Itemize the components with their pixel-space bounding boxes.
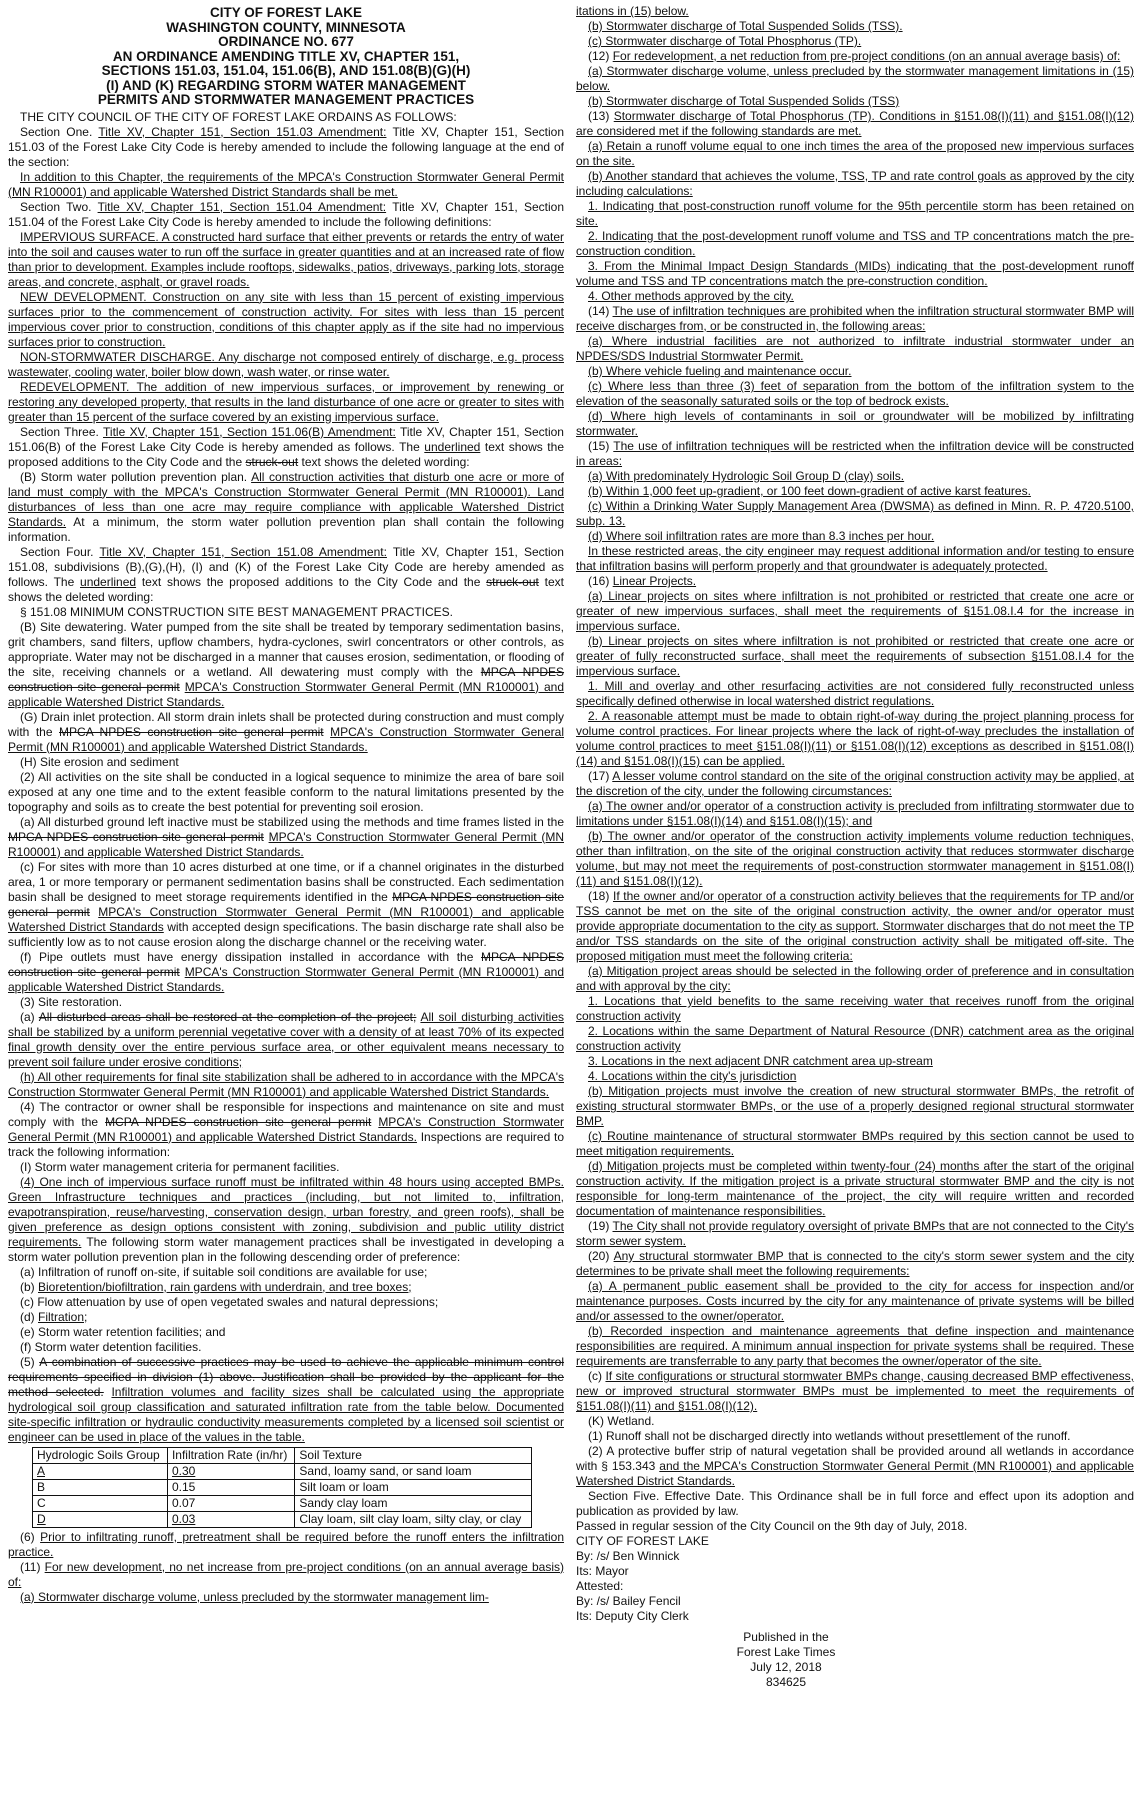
added-text: All soil disturbing activities shall be stabilized by a uniform perennial vegetative cover with a density of at least 70% of its expected final growth density over the entire pervious surface area, or other equivalent means necessary to prevent soil failure under erosive conditions; [8,1009,565,1069]
list-item [8,1280,564,1295]
paragraph-i-16 [576,574,1134,589]
attested-label: Attested: [576,1579,624,1593]
passed-statement: Passed in regular session of the City Council on the 9th day of July, 2018. [576,1519,968,1533]
list-item: 4. Locations within the city's jurisdiction [588,1069,797,1083]
publication-newspaper: Forest Lake Times [736,1645,836,1659]
heading-title-line: PERMITS AND STORMWATER MANAGEMENT PRACTICES [97,92,475,107]
struck-word: struck-out [245,454,299,469]
struck-text: MPCA NPDES construction site general permit [8,664,565,694]
list-item: (b) Recorded inspection and maintenance agreements that define inspection and maintenance responsibilities are required. A minimum annual inspection for private systems shall be required. These requirements are transferrable to any party that becomes the owner/operator of the site. [576,1324,1134,1368]
list-item: (c) Routine maintenance of structural stormwater BMPs required by this section cannot be used to meet mitigation requirements. [576,1129,1134,1158]
struck-text: MPCA NPDES construction site general permit [8,889,564,919]
right-column [576,4,1134,1690]
struck-text: All disturbed areas shall be restored at the completion of the project; [38,1009,417,1024]
list-marker: (5) [20,1354,40,1369]
underlined-word: underlined [424,439,481,454]
continued-text: itations in (15) below. [576,4,689,18]
section-three [8,425,564,470]
column-header: Infiltration Rate (in/hr) [167,1447,294,1463]
list-marker: (14) [588,304,613,318]
paragraph-text: At a minimum, the storm water pollution prevention plan shall contain the following information. [8,514,564,544]
list-item: (b) Another standard that achieves the volume, TSS, TP and rate control goals as approved by the city including calculations: [576,169,1134,198]
section-amendment-title: Title XV, Chapter 151, Section 151.04 Amendment: [97,199,387,214]
soil-texture-cell: Silt loam or loam [295,1479,532,1495]
section-text: text shows the deleted wording: [8,574,564,604]
list-item: (a) A permanent public easement shall be provided to the city for access for inspection and/or maintenance purposes. Costs incurred by the city for any maintenance of private systems will be billed and/or assessed to the owner/operator. [576,1279,1134,1323]
list-marker: (d) [20,1309,38,1324]
soil-group-cell: B [33,1479,168,1495]
section-text: Title XV, Chapter 151, Section 151.03 of the Forest Lake City Code is hereby amended to include the following language at the end of the section: [8,124,564,169]
paragraph-h-2-c [8,860,564,950]
column-header: Soil Texture [295,1447,532,1463]
paragraph-h-heading: (H) Site erosion and sediment [20,754,179,769]
list-item: (b) Mitigation projects must involve the creation of new structural stormwater BMPs, the retrofit of existing structural stormwater BMPs, or the use of a properly designed regional structural stormwater BMP. [576,1084,1134,1128]
paragraph-i-4 [8,1175,564,1265]
underlined-word: underlined [80,574,137,589]
paragraph-text: (B) Site dewatering. Water pumped from the site shall be treated by temporary sedimentation basins, grit chambers, sand filters, upflow chambers, hydra-cyclones, swirl concentrators or other controls, as appropriate. Water may not be discharged in a manner that causes erosion, sedimentation, or flooding of the site, receiving channels or a wetland. All dewatering must comply with the [8,619,564,679]
added-text: MPCA's Construction Stormwater General Permit (MN R100001) and applicable Watershed District Standards. [8,829,564,859]
heading-county: WASHINGTON COUNTY, MINNESOTA [166,19,406,35]
infiltration-rate-cell: 0.15 [167,1479,294,1495]
section-text: text shows the deleted wording: [298,454,470,469]
paragraph-text: (2) A protective buffer strip of natural vegetation shall be provided around all wetlands in accordance with § 153.343 [576,1444,1134,1473]
section-text: Title XV, Chapter 151, Section 151.08, subdivisions (B),(G),(H), (I) and (K) of the Forest Lake City Code are hereby amended as follows. The [8,544,564,589]
publication-id: 834625 [765,1675,807,1689]
paragraph-h-2-f [8,950,564,995]
struck-text: MPCA NPDES construction site general permit [59,724,324,739]
list-marker: (20) [588,1249,614,1263]
section-text: Title XV, Chapter 151, Section 151.04 of the Forest Lake City Code is hereby amended to include the following definitions: [8,199,564,229]
paragraph-i-14 [576,304,1134,334]
struck-text: MPCA NPDES construction site general permit [8,829,264,844]
list-item: (a) Where industrial facilities are not authorized to infiltrate industrial stormwater under an NPDES/SDS Industrial Stormwater Permit. [576,334,1134,363]
heading-title-line: (I) AND (K) REGARDING STORM WATER MANAGEMENT [106,77,466,93]
section-label: Section Four. [20,544,100,559]
paragraph-i-5 [8,1355,564,1445]
list-item: 1. Indicating that post-construction runoff volume for the 95th percentile storm has been retained on site. [576,199,1134,228]
list-marker: (16) [588,574,613,588]
publication-date: July 12, 2018 [750,1660,822,1674]
restricted-areas-note: In these restricted areas, the city engineer may request additional information and/or testing to ensure that infiltration basins will perform properly and that groundwater is adequately protected. [576,544,1134,573]
section-one [8,125,564,170]
added-text: Any structural stormwater BMP that is connected to the city's storm sewer system and the city determines to be private shall meet the following requirements: [576,1249,1134,1278]
list-item: (c) Within a Drinking Water Supply Management Area (DWSMA) as defined in Minn. R. P. 4720.5100, subp. 13. [576,499,1134,528]
publication-line: Published in the [743,1630,829,1644]
table-row [33,1511,532,1527]
added-text: A lesser volume control standard on the site of the original construction activity may be applied, at the discretion of the city, under the following circumstances: [576,769,1134,798]
list-item [576,1369,1134,1414]
paragraph-k-2 [576,1444,1134,1489]
list-item: (a) Stormwater discharge volume, unless precluded by the stormwater management limitations in (15) below. [576,64,1134,93]
added-text: For redevelopment, a net reduction from pre-project conditions (on an annual average basis) of: [612,49,1121,63]
paragraph-h-4 [8,1100,564,1160]
infiltration-rate-cell: 0.03 [167,1511,294,1527]
added-text: Bioretention/biofiltration, rain gardens with underdrain, and tree boxes; [38,1279,412,1294]
added-text: (4) One inch of impervious surface runoff must be infiltrated within 48 hours using accepted BMPs. Green Infrastructure techniques and practices (including, but not limited to, infiltration, evapotranspiration, reuse/harvesting, conservation design, urban forestry, and green roofs), shall be given preference as design options consistent with zoning, subdivision and public utility district requirements. [8,1174,564,1249]
added-text: Filtration; [38,1309,88,1324]
list-item: (d) Where soil infiltration rates are more than 8.3 inches per hour. [588,529,935,543]
list-marker: (17) [588,769,613,783]
paragraph-text: (c) For sites with more than 10 acres disturbed at one time, or if a channel originates in the disturbed area, 1 or more temporary or permanent sedimentation basins shall be constructed. Each sedimentation basin shall be designed to meet storage requirements identified in the [8,859,564,904]
soil-texture-cell: Sand, loamy sand, or sand loam [295,1463,532,1479]
infiltration-rate-cell: 0.07 [167,1495,294,1511]
paragraph-text: (f) Pipe outlets must have energy dissipation installed in accordance with the [20,949,482,964]
section-label: Section Three. [20,424,104,439]
added-text: MPCA's Construction Stormwater General Permit (MN R100001) and applicable Watershed District Standards. [8,964,564,994]
added-text: MPCA's Construction Stormwater General Permit (MN R100001) and applicable Watershed District Standards. [8,679,564,709]
list-item: 1. Mill and overlay and other resurfacing activities are not considered fully reconstructed unless specifically defined otherwise in local watershed district regulations. [576,679,1134,708]
table-header-row [33,1447,532,1463]
paragraph-i-17 [576,769,1134,799]
list-item: (c) Where less than three (3) feet of separation from the bottom of the infiltration system to the elevation of the seasonally saturated soils or the top of bedrock exists. [576,379,1134,408]
list-item: 3. From the Minimal Impact Design Standards (MIDs) indicating that the post-development runoff volume and TSS and TP concentrations match the pre-construction condition. [576,259,1134,288]
added-text: The City shall not provide regulatory oversight of private BMPs that are not connected to the City's storm sewer system. [576,1219,1134,1248]
list-item: 1. Locations that yield benefits to the same receiving water that receives runoff from the original construction activity [576,994,1134,1023]
list-item: (c) Stormwater discharge of Total Phosphorus (TP). [588,34,862,48]
paragraph-i-11 [8,1560,564,1590]
paragraph-i-20 [576,1249,1134,1279]
struck-text: MCPA NPDES construction site general permit [105,1114,372,1129]
list-item: 4. Other methods approved by the city. [588,289,794,303]
list-item: (e) Storm water retention facilities; and [20,1324,226,1339]
added-text: Infiltration volumes and facility sizes shall be calculated using the appropriate hydrological soil group classification and saturated infiltration rate from the table below. Documented site-specific infiltration or hydraulic conductivity measurements completed by a licensed soil scientist or engineer can be used in place of the values in the table. [8,1384,565,1444]
heading-title-line: SECTIONS 151.03, 151.04, 151.06(B), AND 151.08(B)(G)(H) [101,63,471,78]
list-marker: (c) [588,1369,606,1383]
paragraph-i-15 [576,439,1134,469]
paragraph-text: The following storm water management practices shall be investigated in developing a storm water pollution prevention plan in the following descending order of preference: [8,1234,564,1264]
added-text: The use of infiltration techniques will be restricted when the infiltration device will be constructed in areas: [576,439,1134,468]
section-five: Section Five. Effective Date. This Ordinance shall be in full force and effect upon its adoption and publication as provided by law. [576,1489,1134,1518]
list-item: (b) The owner and/or operator of the construction activity implements volume reduction techniques, other than infiltration, on the site of the original construction activity that reduces stormwater discharge volume, but may not meet the requirements of post-construction stormwater management in §151.08(I)(11) and §151.08(I)(12). [576,829,1134,888]
added-text: and the MPCA's Construction Stormwater General Permit (MN R100001) and applicable Watershed District Standards. [576,1459,1134,1488]
list-item: 2. Locations within the same Department of Natural Resource (DNR) catchment area as the original construction activity [576,1024,1134,1053]
table-row [33,1479,532,1495]
list-item: 2. Indicating that the post-development runoff volume and TSS and TP concentrations match the pre-construction condition. [576,229,1134,258]
paragraph-h-2: (2) All activities on the site shall be conducted in a logical sequence to minimize the area of bare soil exposed at any one time and to the extent feasible conform to the natural limitations presented by the topography and soils as to create the best potential for preventing soil erosion. [8,769,564,814]
added-text: MPCA's Construction Stormwater General Permit (MN R100001) and applicable Watershed District Standards. [8,1114,564,1144]
list-item: (a) Retain a runoff volume equal to one inch times the area of the proposed new impervious surfaces on the site. [576,139,1134,168]
section-text: Title XV, Chapter 151, Section 151.06(B) of the Forest Lake City Code is hereby amended as follows. The [8,424,564,454]
paragraph-b-swppp [8,470,564,545]
list-item: 2. A reasonable attempt must be made to obtain right-of-way during the project planning process for volume control practices. For linear projects where the lack of right-of-way precludes the installation of volume control practices to meet §151.08(I)(11) or §151.08(I)(12) exceptions as described in §151.08(I)(14) and §151.08(I)(15) can be applied. [576,709,1134,768]
list-item: (a) Linear projects on sites where infiltration is not prohibited or restricted that create one acre or greater of new impervious surfaces, shall meet the requirements of §151.08.I.4 for the increase in impervious surface. [576,589,1134,633]
paragraph-text: (4) The contractor or owner shall be responsible for inspections and maintenance on site and must comply with the [8,1099,564,1129]
list-item: (c) Flow attenuation by use of open vegetated swales and natural depressions; [20,1294,439,1309]
left-column [8,4,564,1605]
list-item: (a) With predominately Hydrologic Soil Group D (clay) soils. [588,469,905,483]
paragraph-text: (a) [20,1009,39,1024]
paragraph-h-3-h: (h) All other requirements for final site stabilization shall be adhered to in accordance with the MPCA's Construction Stormwater General Permit (MN R100001) and applicable Watershed District Standards. [8,1069,564,1099]
paragraph-text: (B) Storm water pollution prevention plan. [20,469,252,484]
paragraph-i-11-a: (a) Stormwater discharge volume, unless precluded by the stormwater management lim- [20,1589,489,1604]
signature-block [576,1519,1134,1624]
clerk-signature: By: /s/ Bailey Fencil [576,1594,681,1608]
section-text: text shows the proposed additions to the City Code and the [136,574,487,589]
paragraph-i-18 [576,889,1134,964]
ordinance-heading [8,6,564,108]
heading-title-line: AN ORDINANCE AMENDING TITLE XV, CHAPTER 151, [112,48,460,64]
mayor-signature: By: /s/ Ben Winnick [576,1549,680,1563]
paragraph-text: Inspections are required to track the following information: [8,1129,564,1159]
added-text: If the owner and/or operator of a construction activity believes that the requirements for TP and/or TSS cannot be met on the site of the original construction activity, the owner and/or operator must provide appropriate documentation to the city as support. Stormwater discharges that do not meet the TP and/or TSS standards on the site of the original construction activity shall be mitigated off-site. The proposed mitigation must meet the following criteria: [576,889,1134,963]
list-marker: (18) [588,889,613,903]
added-text: The use of infiltration techniques are prohibited when the infiltration structural stormwater BMP will receive discharges from, or be constructed in, the following areas: [576,304,1134,333]
list-item: (f) Storm water detention facilities. [20,1339,202,1354]
definition-redevelopment: REDEVELOPMENT. The addition of new impervious surfaces, or improvement by renewing or restoring any developed property, that results in the land disturbance of one acre or greater to sites with greater than 15 percent of the surface covered by an existing impervious surface. [8,379,564,424]
section-heading-151-08: § 151.08 MINIMUM CONSTRUCTION SITE BEST MANAGEMENT PRACTICES. [20,604,453,619]
paragraph-k-1: (1) Runoff shall not be discharged directly into wetlands without presettlement of the runoff. [588,1429,1071,1443]
paragraph-g-drain-inlet [8,710,564,755]
list-marker: (b) [20,1279,38,1294]
added-text: Stormwater discharge of Total Phosphorus (TP). Conditions in §151.08(I)(11) and §151.08(I)(12) are considered met if the following standards are met. [576,109,1134,138]
list-item: 3. Locations in the next adjacent DNR catchment area up-stream [588,1054,933,1068]
definition-impervious-surface: IMPERVIOUS SURFACE. A constructed hard surface that either prevents or retards the entry of water into the soil and causes water to run off the surface in greater quantities and at an increased rate of flow than prior to development. Examples include rooftops, sidewalks, patios, driveways, parking lots, storage areas, and concrete, asphalt, or gravel roads. [8,229,564,289]
heading-city: CITY OF FOREST LAKE [209,5,362,20]
list-marker: (11) [20,1559,45,1574]
list-marker: (19) [588,1219,613,1233]
soil-group-cell: A [33,1463,168,1479]
paragraph-i-19 [576,1219,1134,1249]
paragraph-text: (a) All disturbed ground left inactive must be stabilized using the methods and time frames listed in the [20,814,564,829]
paragraph-h-3-a [8,1010,564,1070]
list-item: (b) Where vehicle fueling and maintenance occur. [588,364,852,378]
section-label: Section One. [20,124,99,139]
soil-group-cell: C [33,1495,168,1511]
section-four [8,545,564,605]
struck-word: struck-out [486,574,539,589]
struck-text: A combination of successive practices may be used to achieve the applicable minimum control requirements specified in division (1) above. Justification shall be provided by the applicant for the method selected. [8,1354,565,1399]
paragraph-h-2-a [8,815,564,860]
list-marker: (13) [588,109,614,123]
list-item: (d) Where high levels of contaminants in soil or groundwater will be mobilized by infiltrating stormwater. [576,409,1134,438]
list-marker: (6) [20,1529,41,1544]
paragraph-i-12 [576,49,1134,64]
added-text: Linear Projects. [612,574,697,588]
paragraph-h-3-heading: (3) Site restoration. [20,994,123,1009]
paragraph-i-heading: (I) Storm water management criteria for permanent facilities. [20,1159,340,1174]
list-marker: (12) [588,49,613,63]
section-label: Section Two. [20,199,98,214]
added-text: MPCA's Construction Stormwater General Permit (MN R100001) and applicable Watershed District Standards. [8,724,564,754]
list-marker: (15) [588,439,614,453]
added-text: If site configurations or structural stormwater BMPs change, causing decreased BMP effectiveness, new or improved structural stormwater BMPs must be implemented to meet the requirements of §151.08(I)(11) and §151.08(I)(12). [576,1369,1135,1413]
added-text: All construction activities that disturb one acre or more of land must comply with the MPCA's Construction Stormwater General Permit (MN R100001). Land disturbances of less than one acre may require compliance with applicable Watershed District Standards. [8,469,564,529]
section-amendment-title: Title XV, Chapter 151, Section 151.03 Amendment: [98,124,387,139]
added-text: Prior to infiltrating runoff, pretreatment shall be required before the runoff enters the infiltration practice. [8,1529,565,1559]
soil-texture-cell: Sandy clay loam [295,1495,532,1511]
section-two [8,200,564,230]
paragraph-text: with accepted design specifications. The basin discharge rate shall also be sufficiently low as to not cause erosion along the discharge channel or the receiving water. [8,919,564,949]
definition-new-development: NEW DEVELOPMENT. Construction on any site with less than 15 percent of existing impervious surfaces prior to the commencement of construction activity. For sites with less than 15 percent impervious cover prior to construction, conditions of this chapter apply as if the site had no impervious surfaces prior to construction. [8,289,564,349]
list-item: (b) Within 1,000 feet up-gradient, or 100 feet down-gradient of active karst features. [588,484,1031,498]
list-item: (d) Mitigation projects must be completed within twenty-four (24) months after the start of the original construction activity. If the mitigation project is a private structural stormwater BMP and the city is not responsible for long-term maintenance of the project, the city will require written and recorded documentation of maintenance responsibilities. [576,1159,1134,1218]
definition-non-stormwater-discharge: NON-STORMWATER DISCHARGE. Any discharge not composed entirely of discharge, e.g. process wastewater, cooling water, boiler blow down, wash water, or rinse water. [8,349,564,379]
infiltration-rate-cell: 0.30 [167,1463,294,1479]
list-item [8,1310,564,1325]
table-row [33,1463,532,1479]
paragraph-text: (G) Drain inlet protection. All storm drain inlets shall be protected during construction and must comply with the [8,709,564,739]
paragraph-i-13 [576,109,1134,139]
paragraph-b-dewatering [8,620,564,710]
publication-info [686,1630,886,1690]
list-item: (b) Stormwater discharge of Total Suspended Solids (TSS). [588,19,903,33]
heading-ordinance-number: ORDINANCE NO. 677 [218,34,354,49]
city-name: CITY OF FOREST LAKE [576,1534,709,1548]
soil-group-cell: D [33,1511,168,1527]
list-item: (a) Infiltration of runoff on-site, if suitable soil conditions are available for use; [20,1264,428,1279]
added-text: MPCA's Construction Stormwater General Permit (MN R100001) and applicable Watershed District Standards [8,904,564,934]
section-amendment-title: Title XV, Chapter 151, Section 151.06(B) Amendment: [103,424,396,439]
mayor-title: Its: Mayor [576,1564,629,1578]
column-header: Hydrologic Soils Group [33,1447,168,1463]
spacer [90,905,98,919]
added-text: In addition to this Chapter, the requirements of the MPCA's Construction Stormwater General Permit (MN R100001) and applicable Watershed District Standards shall be met. [8,169,564,199]
list-item: (a) Mitigation project areas should be selected in the following order of preference and in consultation and with approval by the city: [576,964,1134,993]
list-item: (b) Linear projects on sites where infiltration is not prohibited or restricted that create one acre or greater of fully reconstructed surface, shall meet the requirements of subsection §151.08.I.4 for the impervious surface. [576,634,1134,678]
table-row [33,1495,532,1511]
soil-texture-cell: Clay loam, silt clay loam, silty clay, or clay [295,1511,532,1527]
list-item: (a) The owner and/or operator of a construction activity is precluded from infiltrating stormwater due to limitations under §151.08(I)(14) and §151.08(I)(15); and [576,799,1134,828]
ordains-statement: THE CITY COUNCIL OF THE CITY OF FOREST LAKE ORDAINS AS FOLLOWS: [20,109,457,124]
section-amendment-title: Title XV, Chapter 151, Section 151.08 Amendment: [99,544,387,559]
paragraph-k-heading: (K) Wetland. [588,1414,655,1428]
paragraph-i-6 [8,1530,564,1560]
soils-table [32,1447,532,1528]
struck-text: MPCA NPDES construction site general permit [8,949,564,979]
list-item: (b) Stormwater discharge of Total Suspended Solids (TSS) [588,94,900,108]
section-text: text shows the proposed additions to the City Code and the [8,439,564,469]
clerk-title: Its: Deputy City Clerk [576,1609,689,1623]
added-text: For new development, no net increase from pre-project conditions (on an annual average basis) of: [8,1559,564,1589]
